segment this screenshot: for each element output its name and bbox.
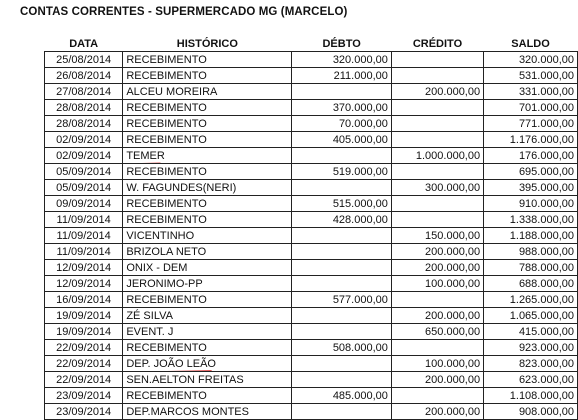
debit-cell: 515.000,00: [292, 196, 392, 212]
debit-cell: [292, 276, 392, 292]
table-row: [45, 388, 578, 404]
table-row: [45, 100, 578, 116]
debit-cell: [292, 228, 392, 244]
credit-cell: [391, 116, 483, 132]
date-cell: 22/09/2014: [45, 340, 123, 356]
date-cell: 19/09/2014: [45, 324, 123, 340]
col-header-credit: CRÉDITO: [412, 37, 463, 50]
debit-cell: 508.000,00: [292, 340, 392, 356]
table-row: [45, 404, 578, 420]
date-cell: 22/09/2014: [45, 372, 123, 388]
table-row: [45, 52, 578, 68]
credit-cell: 300.000,00: [391, 180, 483, 196]
balance-cell: 395.000,00: [484, 180, 578, 196]
date-cell: 12/09/2014: [45, 276, 123, 292]
credit-cell: [391, 52, 483, 68]
table-row: [45, 324, 578, 340]
history-cell: RECEBIMENTO: [123, 196, 292, 212]
history-text-underlined: TEMER: [126, 149, 165, 162]
debit-cell: [292, 372, 392, 388]
credit-cell: [391, 68, 483, 84]
table-row: [45, 84, 578, 100]
date-cell: 02/09/2014: [45, 148, 123, 164]
header-row: [45, 36, 578, 52]
balance-cell: 910.000,00: [484, 196, 578, 212]
credit-cell: 200.000,00: [391, 244, 483, 260]
table-row: [45, 180, 578, 196]
col-header-debit: DÉBTO: [322, 37, 361, 50]
debit-cell: [292, 308, 392, 324]
debit-cell: 428.000,00: [292, 212, 392, 228]
credit-cell: 200.000,00: [391, 84, 483, 100]
balance-cell: 1.338.000,00: [484, 212, 578, 228]
table-row: [45, 356, 578, 372]
debit-cell: [292, 324, 392, 340]
table-row: [45, 244, 578, 260]
date-cell: 28/08/2014: [45, 100, 123, 116]
credit-cell: 200.000,00: [391, 308, 483, 324]
credit-cell: 100.000,00: [391, 356, 483, 372]
balance-cell: 1.065.000,00: [484, 308, 578, 324]
credit-cell: [391, 340, 483, 356]
history-cell: ONIX - DEM: [123, 260, 292, 276]
history-cell: RECEBIMENTO: [123, 132, 292, 148]
credit-cell: [391, 388, 483, 404]
balance-cell: 923.000,00: [484, 340, 578, 356]
credit-cell: 650.000,00: [391, 324, 483, 340]
table-row: [45, 132, 578, 148]
table-row: [45, 164, 578, 180]
history-cell: RECEBIMENTO: [123, 68, 292, 84]
history-cell: RECEBIMENTO: [123, 100, 292, 116]
history-cell: JERONIMO-PP: [123, 276, 292, 292]
col-header-balance: SALDO: [511, 37, 550, 50]
balance-cell: 415.000,00: [484, 324, 578, 340]
ledger-table: [44, 36, 578, 420]
date-cell: 12/09/2014: [45, 260, 123, 276]
history-cell: W. FAGUNDES(NERI): [123, 180, 292, 196]
debit-cell: 519.000,00: [292, 164, 392, 180]
table-row: [45, 196, 578, 212]
history-cell: DEP.MARCOS MONTES: [123, 404, 292, 420]
document-title: CONTAS CORRENTES - SUPERMERCADO MG (MARCELO): [20, 6, 348, 18]
table-row: [45, 148, 578, 164]
date-cell: 22/09/2014: [45, 356, 123, 372]
balance-cell: 988.000,00: [484, 244, 578, 260]
balance-cell: 176.000,00: [484, 148, 578, 164]
balance-cell: 320.000,00: [484, 52, 578, 68]
balance-cell: 1.265.000,00: [484, 292, 578, 308]
date-cell: 26/08/2014: [45, 68, 123, 84]
table-row: [45, 276, 578, 292]
history-cell: RECEBIMENTO: [123, 52, 292, 68]
debit-cell: 211.000,00: [292, 68, 392, 84]
balance-cell: 531.000,00: [484, 68, 578, 84]
credit-cell: 1.000.000,00: [391, 148, 483, 164]
history-text-underlined: DEP. JOÃO LEÃO: [126, 357, 216, 370]
balance-cell: 823.000,00: [484, 356, 578, 372]
date-cell: 11/09/2014: [45, 228, 123, 244]
debit-cell: 405.000,00: [292, 132, 392, 148]
credit-cell: 200.000,00: [391, 372, 483, 388]
credit-cell: 200.000,00: [391, 260, 483, 276]
credit-cell: 200.000,00: [391, 404, 483, 420]
history-cell: ZÉ SILVA: [123, 308, 292, 324]
credit-cell: [391, 164, 483, 180]
col-header-date: DATA: [69, 37, 99, 50]
history-cell: [123, 148, 292, 164]
history-cell: RECEBIMENTO: [123, 116, 292, 132]
date-cell: 05/09/2014: [45, 180, 123, 196]
history-cell: BRIZOLA NETO: [123, 244, 292, 260]
date-cell: 02/09/2014: [45, 132, 123, 148]
balance-cell: 1.108.000,00: [484, 388, 578, 404]
history-cell: ALCEU MOREIRA: [123, 84, 292, 100]
credit-cell: [391, 100, 483, 116]
table-row: [45, 260, 578, 276]
debit-cell: [292, 404, 392, 420]
balance-cell: 331.000,00: [484, 84, 578, 100]
debit-cell: [292, 84, 392, 100]
debit-cell: 70.000,00: [292, 116, 392, 132]
date-cell: 28/08/2014: [45, 116, 123, 132]
table-row: [45, 212, 578, 228]
balance-cell: 1.188.000,00: [484, 228, 578, 244]
date-cell: 25/08/2014: [45, 52, 123, 68]
debit-cell: [292, 260, 392, 276]
table-row: [45, 292, 578, 308]
history-cell: RECEBIMENTO: [123, 388, 292, 404]
credit-cell: [391, 132, 483, 148]
history-cell: [123, 356, 292, 372]
balance-cell: 1.176.000,00: [484, 132, 578, 148]
date-cell: 09/09/2014: [45, 196, 123, 212]
history-cell: VICENTINHO: [123, 228, 292, 244]
table-row: [45, 372, 578, 388]
balance-cell: 701.000,00: [484, 100, 578, 116]
credit-cell: [391, 212, 483, 228]
ledger-body: [45, 52, 578, 420]
credit-cell: [391, 292, 483, 308]
balance-cell: 788.000,00: [484, 260, 578, 276]
history-cell: RECEBIMENTO: [123, 340, 292, 356]
balance-cell: 908.000,00: [484, 404, 578, 420]
credit-cell: 100.000,00: [391, 276, 483, 292]
table-row: [45, 340, 578, 356]
table-row: [45, 116, 578, 132]
debit-cell: 485.000,00: [292, 388, 392, 404]
debit-cell: [292, 244, 392, 260]
table-row: [45, 308, 578, 324]
balance-cell: 771.000,00: [484, 116, 578, 132]
history-cell: RECEBIMENTO: [123, 164, 292, 180]
debit-cell: 370.000,00: [292, 100, 392, 116]
history-cell: SEN.AELTON FREITAS: [123, 372, 292, 388]
date-cell: 23/09/2014: [45, 388, 123, 404]
credit-cell: [391, 196, 483, 212]
debit-cell: [292, 148, 392, 164]
balance-cell: 688.000,00: [484, 276, 578, 292]
history-cell: EVENT. J: [123, 324, 292, 340]
date-cell: 05/09/2014: [45, 164, 123, 180]
history-cell: RECEBIMENTO: [123, 212, 292, 228]
debit-cell: [292, 356, 392, 372]
balance-cell: 623.000,00: [484, 372, 578, 388]
history-cell: RECEBIMENTO: [123, 292, 292, 308]
credit-cell: 150.000,00: [391, 228, 483, 244]
debit-cell: 320.000,00: [292, 52, 392, 68]
debit-cell: [292, 180, 392, 196]
date-cell: 19/09/2014: [45, 308, 123, 324]
table-row: [45, 228, 578, 244]
date-cell: 11/09/2014: [45, 244, 123, 260]
date-cell: 11/09/2014: [45, 212, 123, 228]
debit-cell: 577.000,00: [292, 292, 392, 308]
date-cell: 27/08/2014: [45, 84, 123, 100]
balance-cell: 695.000,00: [484, 164, 578, 180]
date-cell: 23/09/2014: [45, 404, 123, 420]
col-header-history: HISTÓRICO: [176, 37, 238, 50]
date-cell: 16/09/2014: [45, 292, 123, 308]
table-row: [45, 68, 578, 84]
